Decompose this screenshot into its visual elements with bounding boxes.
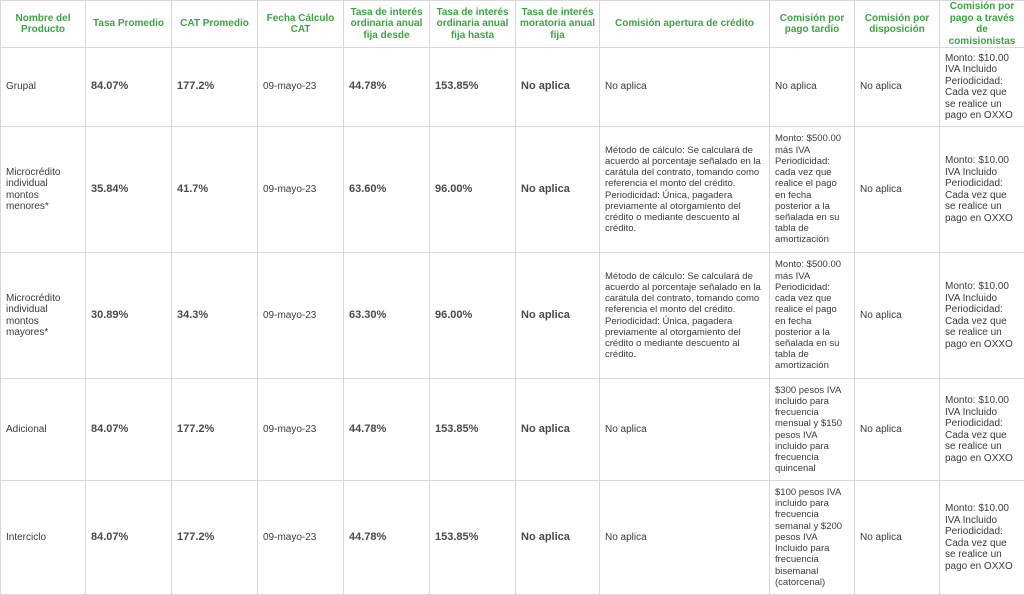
table-header-row bbox=[1, 1, 1024, 48]
cell-disposicion: No aplica bbox=[855, 379, 940, 481]
cell-moratoria: No aplica bbox=[516, 379, 600, 481]
cell-pago-tardio: Monto: $500.00 más IVA Periodicidad: cada vez que realice el pago en fecha posterior a la señalada en su tabla de amortización bbox=[770, 127, 855, 253]
cell-apertura: No aplica bbox=[600, 48, 770, 127]
cell-comisionistas: Monto: $10.00 IVA Incluido Periodicidad: Cada vez que se realice un pago en OXXO bbox=[940, 253, 1024, 379]
cell-comisionistas: Monto: $10.00 IVA Incluido Periodicidad: Cada vez que se realice un pago en OXXO bbox=[940, 127, 1024, 253]
cell-tasa-promedio: 84.07% bbox=[86, 48, 172, 127]
cell-pago-tardio: $100 pesos IVA incluido para frecuencia semanal y $200 pesos IVA Incluido para frecuencia bisemanal (catorcenal) bbox=[770, 481, 855, 595]
cell-cat-promedio: 34.3% bbox=[172, 253, 258, 379]
cell-moratoria: No aplica bbox=[516, 481, 600, 595]
cell-comisionistas: Monto: $10.00 IVA Incluido Periodicidad: Cada vez que se realice un pago en OXXO bbox=[940, 379, 1024, 481]
cell-moratoria: No aplica bbox=[516, 253, 600, 379]
table-row bbox=[1, 48, 1024, 127]
cell-tasa-hasta: 96.00% bbox=[430, 253, 516, 379]
header-cat-promedio: CAT Promedio bbox=[172, 1, 258, 48]
cell-fecha: 09-mayo-23 bbox=[258, 379, 344, 481]
cell-moratoria: No aplica bbox=[516, 127, 600, 253]
cell-producto: Microcrédito individual montos menores* bbox=[1, 127, 86, 253]
header-fecha-cat: Fecha Cálculo CAT bbox=[258, 1, 344, 48]
table-row bbox=[1, 253, 1024, 379]
table-row bbox=[1, 481, 1024, 595]
header-comision-pago-tardio: Comisión por pago tardío bbox=[770, 1, 855, 48]
cell-tasa-desde: 44.78% bbox=[344, 48, 430, 127]
cell-tasa-hasta: 96.00% bbox=[430, 127, 516, 253]
cell-fecha: 09-mayo-23 bbox=[258, 481, 344, 595]
table-row bbox=[1, 379, 1024, 481]
cell-comisionistas: Monto: $10.00 IVA Incluido Periodicidad: Cada vez que se realice un pago en OXXO bbox=[940, 481, 1024, 595]
cell-fecha: 09-mayo-23 bbox=[258, 253, 344, 379]
cell-tasa-desde: 63.60% bbox=[344, 127, 430, 253]
cell-apertura: No aplica bbox=[600, 379, 770, 481]
cell-tasa-promedio: 30.89% bbox=[86, 253, 172, 379]
cell-pago-tardio: No aplica bbox=[770, 48, 855, 127]
header-comision-comisionistas: Comisión por pago a través de comisionistas bbox=[940, 1, 1024, 48]
header-tasa-hasta: Tasa de interés ordinaria anual fija hasta bbox=[430, 1, 516, 48]
cell-pago-tardio: Monto: $500.00 más IVA Periodicidad: cada vez que realice el pago en fecha posterior a la señalada en su tabla de amortización bbox=[770, 253, 855, 379]
cell-pago-tardio: $300 pesos IVA incluido para frecuencia mensual y $150 pesos IVA incluido para frecuencia quincenal bbox=[770, 379, 855, 481]
header-producto: Nombre del Producto bbox=[1, 1, 86, 48]
cell-tasa-desde: 44.78% bbox=[344, 379, 430, 481]
cell-disposicion: No aplica bbox=[855, 127, 940, 253]
header-comision-disposicion: Comisión por disposición bbox=[855, 1, 940, 48]
cell-tasa-desde: 44.78% bbox=[344, 481, 430, 595]
cell-apertura: No aplica bbox=[600, 481, 770, 595]
cell-producto: Grupal bbox=[1, 48, 86, 127]
cell-tasa-promedio: 35.84% bbox=[86, 127, 172, 253]
cell-apertura: Método de cálculo: Se calculará de acuerdo al porcentaje señalado en la carátula del contrato, tomando como referencia el monto del crédito. Periodicidad: Única, pagadera previamente al otorgamiento del crédito o mediante descuento al crédito. bbox=[600, 253, 770, 379]
cell-cat-promedio: 41.7% bbox=[172, 127, 258, 253]
cell-comisionistas: Monto: $10.00 IVA Incluido Periodicidad: Cada vez que se realice un pago en OXXO bbox=[940, 48, 1024, 127]
cell-disposicion: No aplica bbox=[855, 48, 940, 127]
cell-cat-promedio: 177.2% bbox=[172, 481, 258, 595]
cell-fecha: 09-mayo-23 bbox=[258, 127, 344, 253]
header-tasa-moratoria: Tasa de interés moratoria anual fija bbox=[516, 1, 600, 48]
cell-cat-promedio: 177.2% bbox=[172, 48, 258, 127]
cell-tasa-desde: 63.30% bbox=[344, 253, 430, 379]
header-tasa-desde: Tasa de interés ordinaria anual fija desde bbox=[344, 1, 430, 48]
cell-producto: Microcrédito individual montos mayores* bbox=[1, 253, 86, 379]
cell-fecha: 09-mayo-23 bbox=[258, 48, 344, 127]
cell-disposicion: No aplica bbox=[855, 253, 940, 379]
cell-tasa-hasta: 153.85% bbox=[430, 379, 516, 481]
header-comision-apertura: Comisión apertura de crédito bbox=[600, 1, 770, 48]
cell-producto: Interciclo bbox=[1, 481, 86, 595]
cell-tasa-promedio: 84.07% bbox=[86, 379, 172, 481]
cell-tasa-promedio: 84.07% bbox=[86, 481, 172, 595]
table-row bbox=[1, 127, 1024, 253]
cell-apertura: Método de cálculo: Se calculará de acuerdo al porcentaje señalado en la carátula del contrato, tomando como referencia el monto del crédito. Periodicidad: Única, pagadera previamente al otorgamiento del crédito o mediante descuento al crédito. bbox=[600, 127, 770, 253]
cell-producto: Adicional bbox=[1, 379, 86, 481]
cell-tasa-hasta: 153.85% bbox=[430, 481, 516, 595]
cell-cat-promedio: 177.2% bbox=[172, 379, 258, 481]
cell-disposicion: No aplica bbox=[855, 481, 940, 595]
cell-tasa-hasta: 153.85% bbox=[430, 48, 516, 127]
header-tasa-promedio: Tasa Promedio bbox=[86, 1, 172, 48]
cell-moratoria: No aplica bbox=[516, 48, 600, 127]
